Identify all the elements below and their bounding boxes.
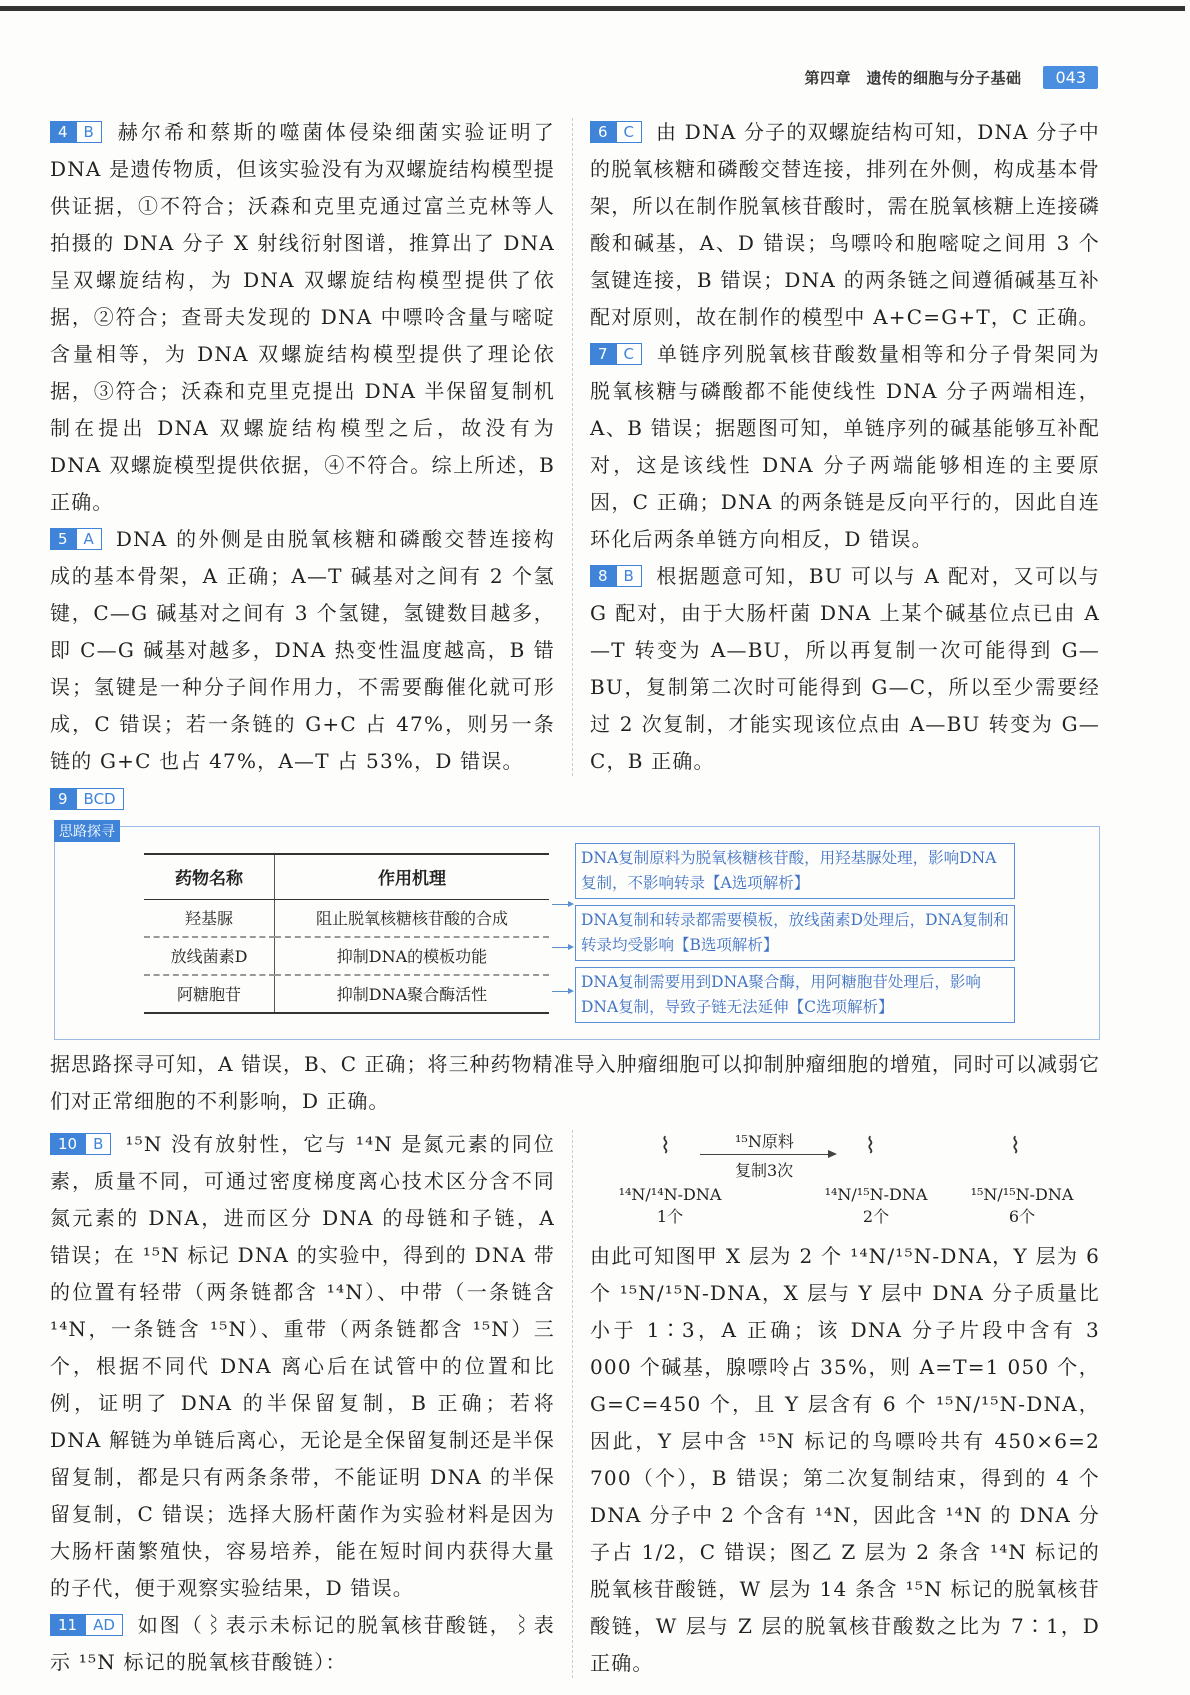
question-number: 10 — [50, 1133, 85, 1155]
answer-badge — [50, 528, 102, 550]
left-column-top — [50, 114, 555, 780]
page-content — [50, 114, 1100, 1682]
chapter-title: 第四章 遗传的细胞与分子基础 — [804, 69, 1022, 87]
table-header — [144, 854, 549, 900]
answer-letter: A — [76, 528, 102, 550]
column-divider — [572, 118, 573, 776]
drug-name: 阿糖胞苷 — [144, 975, 275, 1013]
dna-strand-icon: ⌇ — [865, 1134, 876, 1159]
question-number: 7 — [590, 343, 616, 365]
answer-letter: B — [76, 121, 102, 143]
label-type: ¹⁴N/¹⁴N-DNA — [618, 1185, 722, 1204]
question-number: 6 — [590, 121, 616, 143]
answer-badge — [590, 121, 642, 143]
drug-table — [144, 853, 549, 1014]
page-number: 043 — [1043, 66, 1098, 89]
answer-badge — [590, 343, 642, 365]
drug-mechanism: 抑制DNA聚合酶活性 — [275, 975, 550, 1013]
header-mechanism: 作用机理 — [275, 854, 550, 900]
drug-mechanism: 抑制DNA的模板功能 — [275, 937, 550, 975]
answer-9 — [50, 788, 1100, 1120]
label-count: 1个 — [656, 1207, 684, 1226]
answer-letter: B — [85, 1133, 111, 1155]
label-type: ¹⁴N/¹⁵N-DNA — [824, 1185, 928, 1204]
page-header — [804, 66, 1098, 89]
answer-5 — [50, 521, 555, 780]
label-count: 6个 — [1008, 1207, 1036, 1226]
dna-label — [806, 1184, 946, 1228]
explanation: 如图（⌇表示未标记的脱氧核苷酸链，⌇表示 ¹⁵N 标记的脱氧核苷酸链）： — [50, 1613, 555, 1674]
table-row — [144, 937, 549, 975]
note-c: DNA复制需要用到DNA聚合酶，用阿糖胞苷处理后，影响DNA复制，导致子链无法延伸【C选项解析】 — [575, 967, 1015, 1023]
answer-11-continued: 由此可知图甲 X 层为 2 个 ¹⁴N/¹⁵N-DNA，Y 层为 6 个 ¹⁵N/¹⁵N-DNA，X 层与 Y 层中 DNA 分子质量比小于 1∶3，A 正确；该 DNA 分子片段中含有 3 000 个碱基，腺嘌呤占 35%，则 A=T=1 050 个，G=C=450 个，且 Y 层含有 6 个 ¹⁵N/¹⁵N-DNA，因此，Y 层中含 ¹⁵N 标记的鸟嘌呤共有 450×6=2 700（个），B 错误；第二次复制结束，得到的 4 个 DNA 分子中 2 个含有 ¹⁴N，因此含 ¹⁴N 的 DNA 分子占 1/2，C 错误；图乙 Z 层为 2 条含 ¹⁴N 标记的脱氧核苷酸链，W 层为 14 条含 ¹⁵N 标记的脱氧核苷酸链，W 层与 Z 层的脱氧核苷酸数之比为 7∶1，D 正确。 — [590, 1244, 1100, 1675]
answer-11 — [50, 1607, 555, 1681]
answer-letter: C — [616, 343, 642, 365]
arrow-icon — [552, 904, 572, 905]
header-drug: 药物名称 — [144, 854, 275, 900]
top-section — [50, 114, 1100, 780]
label-count: 2个 — [862, 1207, 890, 1226]
drug-name: 放线菌素D — [144, 937, 275, 975]
explanation: 由 DNA 分子的双螺旋结构可知，DNA 分子中的脱氧核糖和磷酸交替连接，排列在外侧，构成基本骨架，所以在制作脱氧核苷酸时，需在脱氧核糖上连接磷酸和碱基，A、D 错误；鸟嘌呤和胞嘧啶之间用 3 个氢键连接，B 错误；DNA 的两条链之间遵循碱基互补配对原则，故在制作的模型中 A+C=G+T，C 正确。 — [590, 120, 1100, 329]
arrow-label-bottom: 复制3次 — [735, 1161, 794, 1180]
dna-label — [952, 1184, 1092, 1228]
right-column-top — [590, 114, 1100, 780]
thinking-box-wrap — [50, 820, 1100, 1040]
drug-name: 羟基脲 — [144, 899, 275, 937]
question-number: 8 — [590, 565, 616, 587]
left-column-bottom — [50, 1126, 555, 1681]
note-a: DNA复制原料为脱氧核糖核苷酸，用羟基脲处理，影响DNA复制，不影响转录【A选项解析】 — [575, 843, 1015, 899]
answer-letter: BCD — [76, 788, 124, 810]
answer-badge — [590, 565, 642, 587]
question-number: 11 — [50, 1614, 85, 1636]
answer-badge — [50, 121, 102, 143]
explanation: 根据题意可知，BU 可以与 A 配对，又可以与 G 配对，由于大肠杆菌 DNA 上某个碱基位点已由 A—T 转变为 A—BU，所以再复制一次可能得到 G—BU，复制第二次时可能得到 G—C，所以至少需要经过 2 次复制，才能实现该位点由 A—BU 转变为 G—C，B 正确。 — [590, 564, 1100, 773]
table-row — [144, 899, 549, 937]
arrows — [549, 843, 575, 1023]
label-type: ¹⁵N/¹⁵N-DNA — [970, 1185, 1074, 1204]
question-number: 5 — [50, 528, 76, 550]
question-number: 4 — [50, 121, 76, 143]
top-border — [0, 6, 1185, 11]
answer-9-text: 据思路探寻可知，A 错误，B、C 正确；将三种药物精准导入肿瘤细胞可以抑制肿瘤细胞的增殖，同时可以减弱它们对正常细胞的不利影响，D 正确。 — [50, 1052, 1100, 1113]
answer-letter: AD — [85, 1614, 123, 1636]
answer-7 — [590, 336, 1100, 558]
answer-4 — [50, 114, 555, 521]
answer-badge — [50, 788, 124, 810]
notes — [575, 843, 1015, 1023]
dna-strand-icon: ⌇ — [1010, 1134, 1021, 1159]
explanation: 单链序列脱氧核苷酸数量相等和分子骨架同为脱氧核糖与磷酸都不能使线性 DNA 分子两端相连，A、B 错误；据题图可知，单链序列的碱基能够互补配对，这是该线性 DNA 分子两端能够相连的主要原因，C 正确；DNA 的两条链是反向平行的，因此自连环化后两条单链方向相反，D 错误。 — [590, 342, 1100, 551]
question-number: 9 — [50, 788, 76, 810]
answer-6 — [590, 114, 1100, 336]
arrow-icon — [552, 991, 572, 992]
dna-strand-icon: ⌇ — [660, 1134, 671, 1159]
answer-badge — [50, 1133, 111, 1155]
thinking-box — [54, 826, 1100, 1040]
replication-diagram — [600, 1124, 1100, 1232]
answer-letter: B — [616, 565, 642, 587]
answer-letter: C — [616, 121, 642, 143]
arrow-icon — [700, 1154, 835, 1155]
explanation: ¹⁵N 没有放射性，它与 ¹⁴N 是氮元素的同位素，质量不同，可通过密度梯度离心技术区分含不同氮元素的 DNA，进而区分 DNA 的母链和子链，A 错误；在 ¹⁵N 标记 DNA 的实验中，得到的 DNA 带的位置有轻带（两条链都含 ¹⁴N）、中带（一条链含 ¹⁴N，一条链含 ¹⁵N）、重带（两条链都含 ¹⁵N）三个，根据不同代 DNA 离心后在试管中的位置和比例，证明了 DNA 的半保留复制，B 正确；若将 DNA 解链为单链后离心，无论是全保留复制还是半保留复制，都是只有两条条带，不能证明 DNA 的半保留复制，C 错误；选择大肠杆菌作为实验材料是因为大肠杆菌繁殖快，容易培养，能在短时间内获得大量的子代，便于观察实验结果，D 错误。 — [50, 1132, 555, 1600]
table-row — [144, 975, 549, 1013]
drug-mechanism: 阻止脱氧核糖核苷酸的合成 — [275, 899, 550, 937]
column-divider — [572, 1130, 573, 1678]
thinking-box-tag: 思路探寻 — [54, 820, 120, 842]
arrow-icon — [552, 947, 572, 948]
dna-label — [600, 1184, 740, 1228]
explanation: DNA 的外侧是由脱氧核糖和磷酸交替连接构成的基本骨架，A 正确；A—T 碱基对之间有 2 个氢键，C—G 碱基对之间有 3 个氢键，氢键数目越多，即 C—G 碱基对越多，DNA 热变性温度越高，B 错误；氢键是一种分子间作用力，不需要酶催化就可形成，C 错误；若一条链的 G+C 占 47%，则另一条链的 G+C 也占 47%，A—T 占 53%，D 错误。 — [50, 527, 555, 773]
right-column-bottom — [590, 1126, 1100, 1682]
explanation: 赫尔希和蔡斯的噬菌体侵染细菌实验证明了DNA 是遗传物质，但该实验没有为双螺旋结构模型提供证据，①不符合；沃森和克里克通过富兰克林等人拍摄的 DNA 分子 X 射线衍射图谱，推算出了 DNA 呈双螺旋结构，为 DNA 双螺旋结构模型提供了依据，②符合；查哥夫发现的 DNA 中嘌呤含量与嘧啶含量相等，为 DNA 双螺旋结构模型提供了理论依据，③符合；沃森和克里克提出 DNA 半保留复制机制在提出 DNA 双螺旋结构模型之后，故没有为 DNA 双螺旋模型提供依据，④不符合。综上所述，B 正确。 — [50, 120, 555, 514]
arrow-label-top: ¹⁵N原料 — [735, 1132, 794, 1151]
answer-badge — [50, 1614, 123, 1636]
note-b: DNA复制和转录都需要模板，放线菌素D处理后，DNA复制和转录均受影响【B选项解析】 — [575, 905, 1015, 961]
bottom-section — [50, 1126, 1100, 1682]
answer-8 — [590, 558, 1100, 780]
answer-10 — [50, 1126, 555, 1607]
